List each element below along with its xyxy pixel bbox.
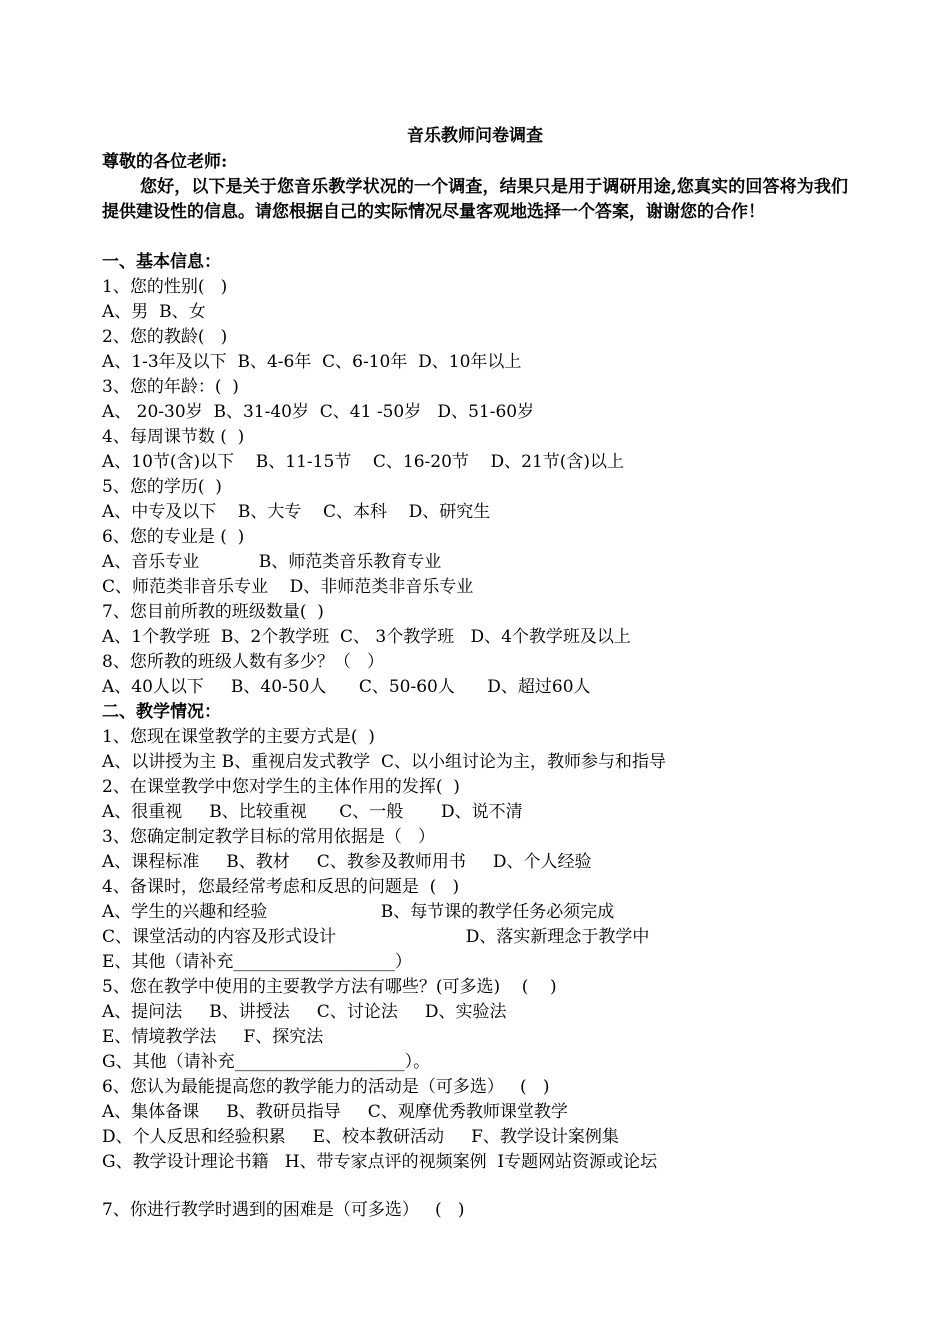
question-line: 3、您确定制定教学目标的常用依据是（ ） [102, 827, 436, 847]
section-heading-teaching: 二、教学情况： [102, 702, 221, 722]
question-line: 8、您所教的班级人数有多少？（ ） [102, 652, 385, 672]
question-line: 6、您认为最能提高您的教学能力的活动是（可多选） ( ) [102, 1077, 550, 1097]
page-title: 音乐教师问卷调查 [407, 126, 543, 146]
option-line: A、很重视 B、比较重视 C、一般 D、说不清 [102, 802, 523, 822]
option-line: A、1-3年及以下 B、4-6年 C、6-10年 D、10年以上 [102, 352, 522, 372]
question-line: 4、备课时，您最经常考虑和反思的问题是 ( ) [102, 877, 460, 897]
section-heading-basic-info: 一、基本信息： [102, 252, 221, 272]
option-line: A、10节(含)以下 B、11-15节 C、16-20节 D、21节(含)以上 [102, 452, 625, 472]
option-line: A、男 B、女 [102, 302, 206, 322]
question-line: 7、你进行教学时遇到的困难是（可多选） ( ) [102, 1200, 465, 1220]
question-line: 5、您在教学中使用的主要教学方法有哪些？(可多选) ( ) [102, 977, 557, 997]
option-line: D、个人反思和经验积累 E、校本教研活动 F、教学设计案例集 [102, 1127, 619, 1147]
question-line: 4、每周课节数 ( ) [102, 427, 245, 447]
option-line: C、课堂活动的内容及形式设计 D、落实新理念于教学中 [102, 927, 650, 947]
option-line: G、教学设计理论书籍 H、带专家点评的视频案例 I专题网站资源或论坛 [102, 1152, 658, 1172]
question-line: 2、在课堂教学中您对学生的主体作用的发挥( ) [102, 777, 460, 797]
greeting: 尊敬的各位老师: [102, 152, 228, 172]
question-line: 5、您的学历( ) [102, 477, 222, 497]
option-line: E、情境教学法 F、探究法 [102, 1027, 324, 1047]
question-line: 7、您目前所教的班级数量( ) [102, 602, 324, 622]
option-line: E、其他（请补充___________________） [102, 952, 412, 972]
option-line: A、以讲授为主 B、重视启发式教学 C、以小组讨论为主，教师参与和指导 [102, 752, 666, 772]
option-line: A、 20-30岁 B、31-40岁 C、41 -50岁 D、51-60岁 [102, 402, 535, 422]
option-line: C、师范类非音乐专业 D、非师范类非音乐专业 [102, 577, 474, 597]
question-line: 3、您的年龄：( ) [102, 377, 239, 397]
option-line: A、集体备课 B、教研员指导 C、观摩优秀教师课堂教学 [102, 1102, 568, 1122]
option-line: A、1个教学班 B、2个教学班 C、 3个教学班 D、4个教学班及以上 [102, 627, 631, 647]
option-line: A、音乐专业 B、师范类音乐教育专业 [102, 552, 442, 572]
question-line: 2、您的教龄( ) [102, 327, 228, 347]
option-line: G、其他（请补充____________________）。 [102, 1052, 431, 1072]
question-line: 1、您现在课堂教学的主要方式是( ) [102, 727, 375, 747]
option-line: A、提问法 B、讲授法 C、讨论法 D、实验法 [102, 1002, 507, 1022]
option-line: A、中专及以下 B、大专 C、本科 D、研究生 [102, 502, 491, 522]
question-line: 1、您的性别( ) [102, 277, 228, 297]
option-line: A、课程标准 B、教材 C、教参及教师用书 D、个人经验 [102, 852, 592, 872]
option-line: A、学生的兴趣和经验 B、每节课的教学任务必须完成 [102, 902, 615, 922]
option-line: A、40人以下 B、40-50人 C、50-60人 D、超过60人 [102, 677, 591, 697]
intro-paragraph: 您好，以下是关于您音乐教学状况的一个调查，结果只是用于调研用途,您真实的回答将为我们提供建设性的信息。请您根据自己的实际情况尽量客观地选择一个答案，谢谢您的合作！ [102, 177, 848, 222]
question-line: 6、您的专业是 ( ) [102, 527, 245, 547]
